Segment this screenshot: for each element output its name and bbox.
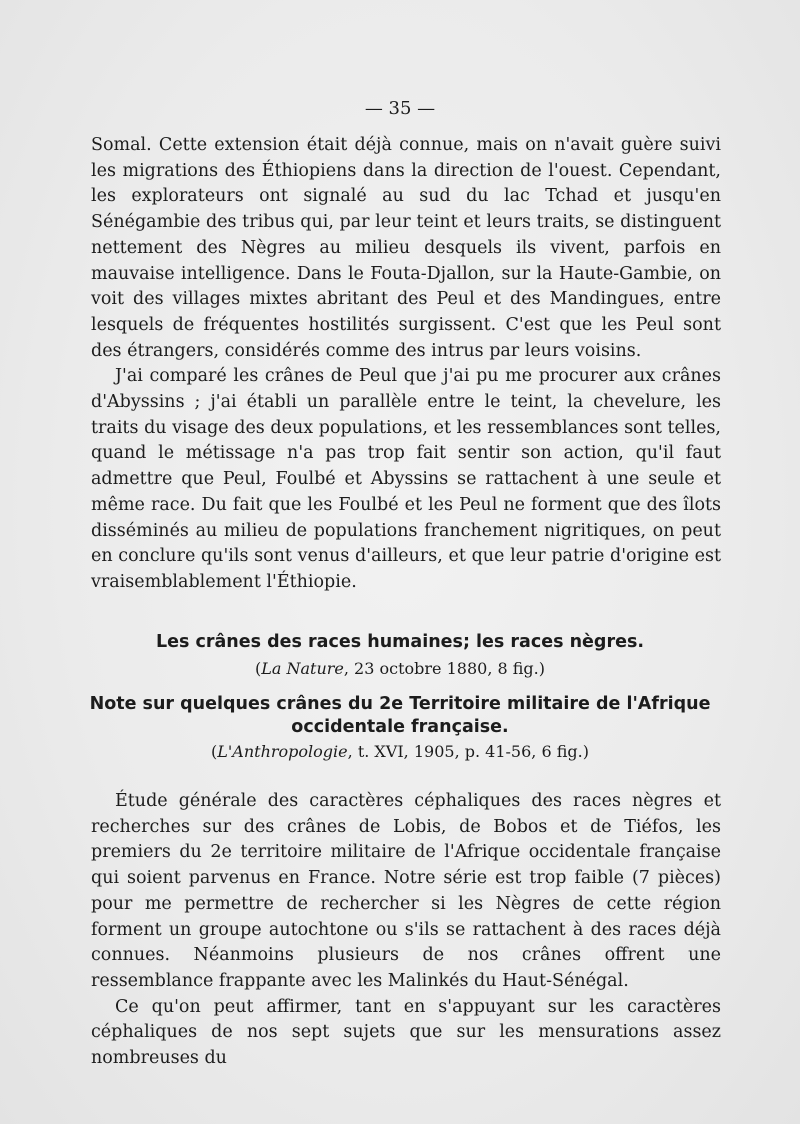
citation-2-rest: , t. XVI, 1905, p. 41-56, 6 fig.) [347,742,589,761]
citation-2-open: ( [211,742,218,761]
text-block-top [91,133,721,596]
citation-1 [0,659,800,678]
citation-2-journal: L'Anthropologie [217,742,348,761]
citation-2 [0,742,800,761]
section-title-1: Les crânes des races humaines; les races nègres. [155,632,645,652]
paragraph-1: Somal. Cette extension était déjà connue, mais on n'avait guère suivi les migrations des Éthiopiens dans la direction de l'ouest. Cependant, les explorateurs ont signalé au sud du lac Tchad et jusqu'en Sénégambie des tribus qui, par leur teint et leurs traits, se distinguent nettement des Nègres au milieu desquels ils vivent, parfois en mauvaise intelligence. Dans le Fouta-Djallon, sur la Haute-Gambie, on voit des villages mixtes abritant des Peul et des Mandingues, entre lesquels de fréquentes hostilités surgissent. C'est que les Peul sont des étrangers, considérés comme des intrus par leurs voisins. [91,135,721,361]
section-title-2 [0,693,800,739]
paragraph-3: Étude générale des caractères céphaliques des races nègres et recherches sur des crânes de Lobis, de Bobos et de Tiéfos, les premiers du 2e territoire militaire de l'Afrique occidentale française qui soient parvenus en France. Notre série est trop faible (7 pièces) pour me permettre de rechercher si les Nègres de cette région forment un groupe autochtone ou s'ils se rattachent à des races déjà connues. Néanmoins plusieurs de nos crânes offrent une ressemblance frappante avec les Malinkés du Haut-Sénégal. [91,791,721,991]
citation-1-rest: , 23 octobre 1880, 8 fig.) [343,659,545,678]
section-title-2-line-2: occidentale française. [291,717,509,737]
page-number: — 35 — [364,98,436,119]
paragraph-4: Ce qu'on peut affirmer, tant en s'appuyant sur les caractères céphaliques de nos sept sujets que sur les mensurations assez nombreuses du [91,996,721,1069]
citation-1-open: ( [254,659,262,678]
section-title-2-line-1: Note sur quelques crânes du 2e Territoire militaire de l'Afrique [89,694,711,714]
text-block-bottom [91,789,721,1072]
paragraph-2: J'ai comparé les crânes de Peul que j'ai pu me procurer aux crânes d'Abyssins ; j'ai établi un parallèle entre le teint, la chevelure, les traits du visage des deux populations, et les ressemblances sont telles, quand le métissage n'a pas trop fait sentir son action, qu'il faut admettre que Peul, Foulbé et Abyssins se rattachent à une seule et même race. Du fait que les Foulbé et les Peul ne forment que des îlots disséminés au milieu de populations franchement nigritiques, on peut en conclure qu'ils sont venus d'ailleurs, et que leur patrie d'origine est vraisemblablement l'Éthiopie. [91,366,721,592]
citation-1-journal: La Nature [261,659,344,678]
